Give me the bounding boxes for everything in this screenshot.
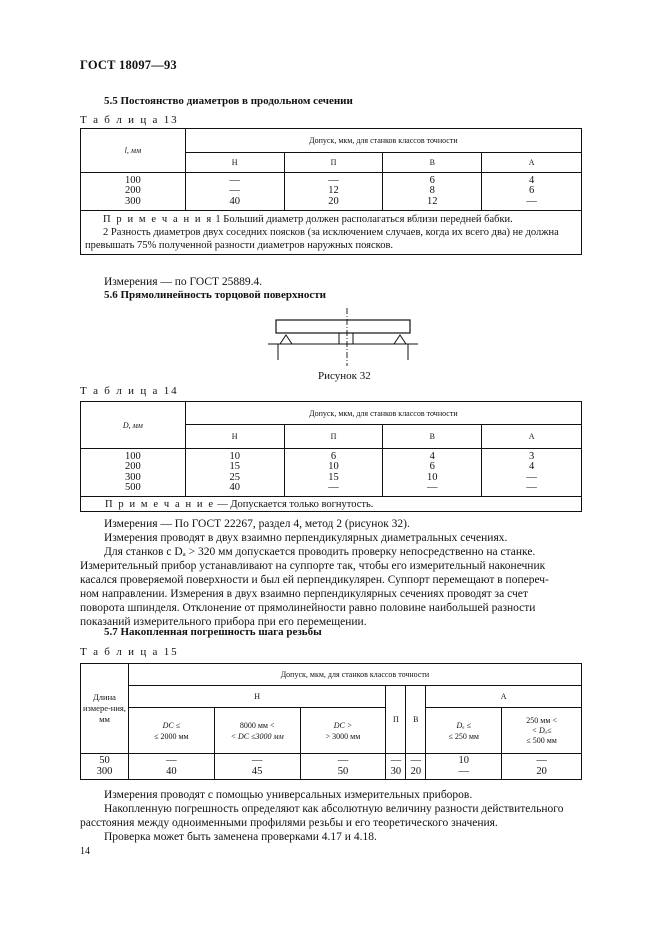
table-15 <box>80 663 582 780</box>
s56-p3-l4: ном направлении. Измерения в двух взаимно перпендикулярных сечениях проводят за счет <box>80 588 528 600</box>
table-13 <box>80 128 582 255</box>
table-14-class: П <box>284 425 383 449</box>
s57-p1: Измерения проводят с помощью универсальных измерительных приборов. <box>104 789 473 801</box>
table-13-cell: 4 6 — <box>482 173 582 211</box>
table-15-col0-header: Длина измере-ния, мм <box>81 664 129 754</box>
table-14-cell: 4 6 10 — <box>383 449 482 497</box>
table-15-class-h: Н <box>128 686 385 708</box>
section-5-5-title: 5.5 Постоянство диаметров в продольном сечении <box>104 95 353 107</box>
table-15-cell: — 45 <box>214 754 300 780</box>
table-15-caption: Т а б л и ц а 15 <box>80 646 179 658</box>
table-15-tol-header: Допуск, мкм, для станков классов точности <box>128 664 581 686</box>
table-14-class: Н <box>185 425 284 449</box>
s56-p3-l3: касался проверяемой поверхности и был ей перпендикулярен. Суппорт перемещают в попереч- <box>80 574 549 586</box>
table-13-class: А <box>482 153 582 173</box>
table-13-tol-header: Допуск, мкм, для станков классов точности <box>185 129 581 153</box>
table-15-cell: — 20 <box>406 754 426 780</box>
table-13-measure: Измерения — по ГОСТ 25889.4. <box>104 276 263 288</box>
table-13-class: Н <box>185 153 284 173</box>
table-13-class: П <box>284 153 383 173</box>
page-number: 14 <box>80 846 90 857</box>
table-15-class-a: А <box>426 686 582 708</box>
figure-32 <box>268 308 418 366</box>
table-15-class-p: П <box>386 686 406 754</box>
table-13-cell: 6 8 12 <box>383 173 482 211</box>
s57-p2-l2: расстояния между одноименными профилями резьбы и его теоретического значения. <box>80 817 498 829</box>
table-13-col0-header: l, мм <box>81 129 186 173</box>
table-15-cell: — 20 <box>502 754 582 780</box>
table-13-cell: 100 200 300 <box>81 173 186 211</box>
table-14 <box>80 401 582 512</box>
figure-32-caption: Рисунок 32 <box>318 370 371 382</box>
table-14-caption: Т а б л и ц а 14 <box>80 385 179 397</box>
table-15-h-sub2: 8000 мм < < DC ≤3000 мм <box>214 708 300 754</box>
table-14-tol-header: Допуск, мкм, для станков классов точности <box>185 402 581 425</box>
section-5-7-title: 5.7 Накопленная погрешность шага резьбы <box>104 626 322 638</box>
table-13-class: В <box>383 153 482 173</box>
table-15-a-sub2: 250 мм < < Dₐ≤ ≤ 500 мм <box>502 708 582 754</box>
s56-p3-l1: Для станков с Dₐ > 320 мм допускается проводить проверку непосредственно на станке. <box>104 546 536 558</box>
s56-p3-l6: показаний измерительного прибора при его перемещении. <box>80 616 367 628</box>
table-15-cell: — 30 <box>386 754 406 780</box>
table-15-h-sub1: DC ≤ ≤ 2000 мм <box>128 708 214 754</box>
table-15-cell: 50 300 <box>81 754 129 780</box>
table-15-a-sub1: Dₐ ≤ ≤ 250 мм <box>426 708 502 754</box>
table-15-class-v: В <box>406 686 426 754</box>
table-15-cell: — 40 <box>128 754 214 780</box>
s56-p3-l2: Измерительный прибор устанавливают на суппорте так, чтобы его измерительный наконечник <box>80 560 546 572</box>
table-15-cell: — 50 <box>300 754 386 780</box>
s56-p1: Измерения — По ГОСТ 22267, раздел 4, метод 2 (рисунок 32). <box>104 518 410 530</box>
table-14-class: А <box>482 425 582 449</box>
table-14-col0-header: D, мм <box>81 402 186 449</box>
table-14-note: П р и м е ч а н и е — Допускается только вогнутость. <box>81 497 582 512</box>
section-5-6-title: 5.6 Прямолинейность торцовой поверхности <box>104 289 326 301</box>
s57-p3: Проверка может быть заменена проверками 4.17 и 4.18. <box>104 831 377 843</box>
table-13-cell: — — 40 <box>185 173 284 211</box>
table-13-cell: — 12 20 <box>284 173 383 211</box>
table-14-cell: 100 200 300 500 <box>81 449 186 497</box>
table-14-cell: 3 4 — — <box>482 449 582 497</box>
s57-p2-l1: Накопленную погрешность определяют как абсолютную величину разности действительного <box>104 803 564 815</box>
table-15-h-sub3: DC > > 3000 мм <box>300 708 386 754</box>
table-14-class: В <box>383 425 482 449</box>
table-14-cell: 6 10 15 — <box>284 449 383 497</box>
table-13-notes: П р и м е ч а н и я 1 Больший диаметр должен располагаться вблизи передней бабки. 2 Разность диаметров двух соседних поясков (за исключением случаев, когда их всего два) не должна превышать 75% полученной разности диаметров наружных поясков. <box>81 211 582 255</box>
table-15-cell: 10 — <box>426 754 502 780</box>
table-13-caption: Т а б л и ц а 13 <box>80 114 179 126</box>
document-header: ГОСТ 18097—93 <box>80 58 177 72</box>
s56-p2: Измерения проводят в двух взаимно перпендикулярных диаметральных сечениях. <box>104 532 508 544</box>
s56-p3-l5: поворота шпинделя. Отклонение от прямолинейности равно половине наибольшей разности <box>80 602 536 614</box>
table-14-cell: 10 15 25 40 <box>185 449 284 497</box>
